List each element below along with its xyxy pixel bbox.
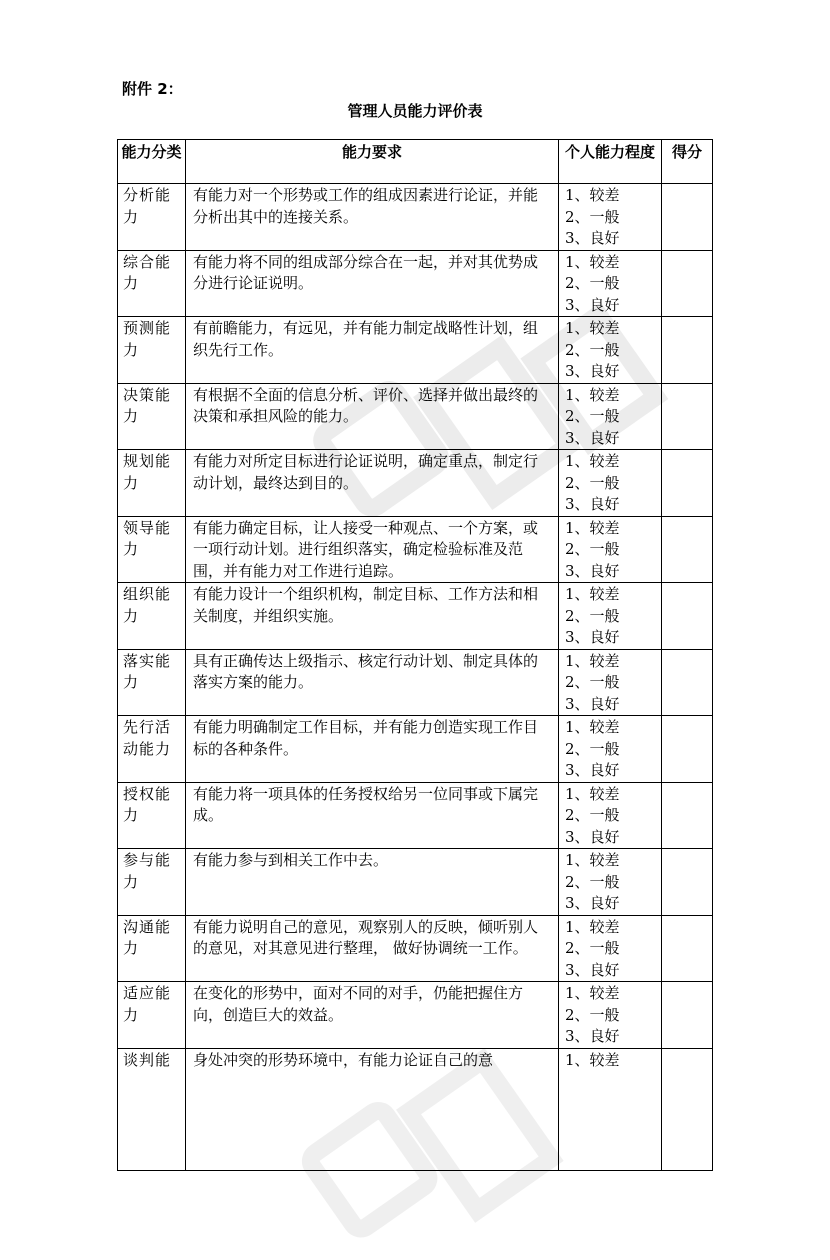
score-cell[interactable] [662,1048,713,1170]
requirement-cell: 有能力说明自己的意见，观察别人的反映，倾听别人的意见，对其意见进行整理， 做好协调统一工作。 [186,915,559,982]
score-cell[interactable] [662,583,713,650]
category-cell: 参与能力 [118,849,186,916]
level-option: 1、较差 [565,851,620,869]
score-cell[interactable] [662,383,713,450]
level-option: 1、较差 [565,718,620,736]
category-cell: 落实能力 [118,649,186,716]
level-options-cell [559,317,662,384]
table-row [118,1048,713,1170]
level-option: 3、良好 [565,960,620,979]
evaluation-table [117,139,713,1171]
level-option: 3、良好 [565,827,620,846]
level-option: 2、一般 [565,340,620,359]
level-options-cell [559,516,662,583]
attachment-label: 附件 2： [122,80,183,98]
level-option: 1、较差 [565,319,620,337]
level-options-cell [559,649,662,716]
level-options-cell [559,250,662,317]
table-row [118,450,713,517]
level-option: 1、较差 [565,385,620,404]
level-option: 2、一般 [565,1005,620,1024]
level-options-cell [559,1048,662,1170]
level-option: 2、一般 [565,872,620,891]
level-option: 2、一般 [565,939,620,957]
table-row [118,516,713,583]
level-options-cell [559,716,662,783]
requirement-cell: 有能力参与到相关工作中去。 [186,849,559,916]
level-option: 1、较差 [565,252,620,271]
level-option: 3、良好 [565,295,620,314]
category-cell: 沟通能力 [118,915,186,982]
level-option: 2、一般 [565,207,620,226]
score-cell[interactable] [662,450,713,517]
table-body [118,184,713,1171]
level-options-cell [559,849,662,916]
level-option: 3、良好 [565,761,620,779]
score-cell[interactable] [662,649,713,716]
score-cell[interactable] [662,982,713,1049]
level-options-cell [559,450,662,517]
category-cell: 组织能力 [118,583,186,650]
score-cell[interactable] [662,915,713,982]
score-cell[interactable] [662,250,713,317]
level-option: 3、良好 [565,561,620,580]
level-options-cell [559,782,662,849]
level-options-cell [559,184,662,251]
level-option: 3、良好 [565,894,620,912]
level-options-cell [559,915,662,982]
page-title: 管理人员能力评价表 [347,102,483,120]
category-cell: 决策能力 [118,383,186,450]
score-cell[interactable] [662,849,713,916]
level-option: 3、良好 [565,1027,620,1045]
level-option: 3、良好 [565,362,620,380]
category-cell: 先行活动能力 [118,716,186,783]
category-cell: 领导能力 [118,516,186,583]
requirement-cell: 有能力确定目标，让人接受一种观点、一个方案，或一项行动计划。进行组织落实，确定检验标准及范围，并有能力对工作进行追踪。 [186,516,559,583]
level-option: 2、一般 [565,739,620,758]
level-option: 2、一般 [565,473,620,492]
level-option: 1、较差 [565,585,620,603]
level-option: 2、一般 [565,806,620,824]
level-option: 3、良好 [565,694,620,713]
table-row [118,782,713,849]
table-row [118,383,713,450]
level-options-cell [559,982,662,1049]
category-cell: 预测能力 [118,317,186,384]
level-option: 1、较差 [565,186,620,204]
score-cell[interactable] [662,184,713,251]
category-cell: 授权能力 [118,782,186,849]
requirement-cell: 有能力设计一个组织机构，制定目标、工作方法和相关制度，并组织实施。 [186,583,559,650]
requirement-cell: 有能力将不同的组成部分综合在一起，并对其优势成分进行论证说明。 [186,250,559,317]
level-option: 3、良好 [565,495,620,513]
level-option: 1、较差 [565,518,620,537]
score-cell[interactable] [662,317,713,384]
level-option: 1、较差 [565,784,620,803]
table-row [118,849,713,916]
level-option: 3、良好 [565,428,620,447]
level-option: 1、较差 [565,917,620,936]
level-option: 2、一般 [565,407,620,425]
level-option: 2、一般 [565,606,620,625]
requirement-cell: 有能力将一项具体的任务授权给另一位同事或下属完成。 [186,782,559,849]
table-row [118,583,713,650]
category-cell: 综合能力 [118,250,186,317]
level-option: 3、良好 [565,229,620,247]
category-cell: 适应能力 [118,982,186,1049]
score-cell[interactable] [662,716,713,783]
score-cell[interactable] [662,782,713,849]
requirement-cell: 有能力明确制定工作目标，并有能力创造实现工作目标的各种条件。 [186,716,559,783]
table-row [118,716,713,783]
table-header-row [118,140,713,184]
header-requirement: 能力要求 [186,140,559,184]
level-option: 1、较差 [565,1050,620,1069]
level-option: 2、一般 [565,274,620,292]
level-options-cell [559,383,662,450]
requirement-cell: 在变化的形势中，面对不同的对手，仍能把握住方向，创造巨大的效益。 [186,982,559,1049]
level-option: 2、一般 [565,540,620,558]
category-cell: 谈判能 [118,1048,186,1170]
level-option: 1、较差 [565,452,620,470]
level-option: 1、较差 [565,984,620,1002]
requirement-cell: 有能力对一个形势或工作的组成因素进行论证，并能分析出其中的连接关系。 [186,184,559,251]
table-row [118,915,713,982]
category-cell: 分析能力 [118,184,186,251]
header-level: 个人能力程度 [559,140,662,184]
table-row [118,982,713,1049]
level-option: 2、一般 [565,673,620,691]
table-row [118,250,713,317]
header-score: 得分 [662,140,713,184]
level-option: 1、较差 [565,651,620,670]
table-row [118,184,713,251]
requirement-cell: 有能力对所定目标进行论证说明，确定重点，制定行动计划，最终达到目的。 [186,450,559,517]
level-options-cell [559,583,662,650]
score-cell[interactable] [662,516,713,583]
requirement-cell: 身处冲突的形势环境中，有能力论证自己的意 [186,1048,559,1170]
category-cell: 规划能力 [118,450,186,517]
requirement-cell: 有前瞻能力，有远见，并有能力制定战略性计划，组织先行工作。 [186,317,559,384]
requirement-cell: 具有正确传达上级指示、核定行动计划、制定具体的落实方案的能力。 [186,649,559,716]
table-row [118,317,713,384]
requirement-cell: 有根据不全面的信息分析、评价、选择并做出最终的决策和承担风险的能力。 [186,383,559,450]
table-row [118,649,713,716]
header-category: 能力分类 [118,140,186,184]
level-option: 3、良好 [565,628,620,646]
